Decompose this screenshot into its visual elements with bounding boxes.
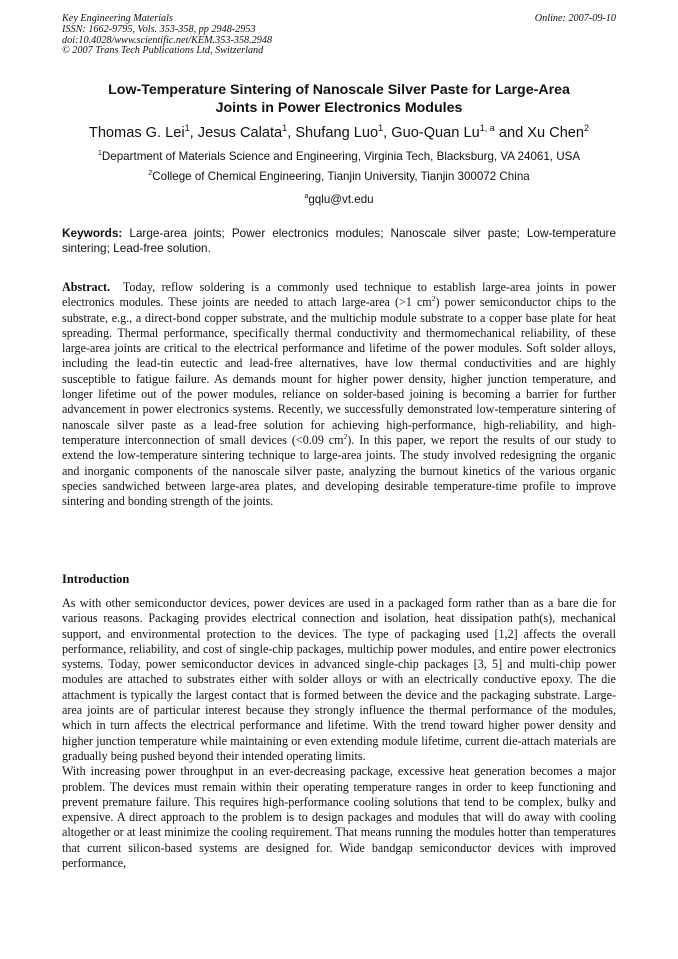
abstract-label: Abstract.: [62, 280, 111, 294]
affiliation-text: College of Chemical Engineering, Tianjin University, Tianjin 300072 China: [152, 170, 530, 183]
author-name: Xu Chen: [527, 125, 585, 141]
author-list: Thomas G. Lei$^1$, Jesus Calata$^1$, Shufang Luo$^1$, Guo-Quan Lu$^{1, a}$ and Xu Chen$^2$: [88, 123, 590, 141]
superscript: 2: [431, 294, 436, 304]
author-name: Jesus Calata: [197, 125, 283, 141]
affiliation-1: [62, 150, 616, 164]
author-affiliation-mark: 1: [378, 123, 384, 134]
doi-line: doi:10.4028/www.scientific.net/KEM.353-358.2948: [62, 34, 273, 46]
abstract-text: ). In this paper, we report the results of our study to extend the low-temperature sintering technique to large-area joints. The study involved redesigning the organic and inorganic components of the nanoscale silver paste, analyzing the burnout kinetics of the various organic species sandwiched between large-area plates, and developing desirable temperature-time profile to improve sintering and bonding strength of the joints.: [62, 432, 617, 509]
abstract-paragraph: [62, 280, 616, 509]
author-name: Guo-Quan Lu: [391, 125, 480, 141]
author-affiliation-mark: 1: [282, 123, 288, 134]
author-affiliation-mark: 1, a: [479, 123, 495, 134]
author-name: Shufang Luo: [295, 125, 379, 141]
affiliation-mark: a: [304, 191, 309, 201]
title-line-1: Low-Temperature Sintering of Nanoscale Silver Paste for Large-Area: [108, 82, 570, 98]
paper-title: [62, 81, 616, 117]
abstract-text: Today, reflow soldering is a commonly used technique to establish large-area joints in power electronics modules. These joints are needed to attach large-area (>1 cm: [62, 280, 617, 310]
introduction-paragraph: As with other semiconductor devices, power devices are used in a packaged form rather than as a bare die for various reasons. Packaging provides electrical connection and isolation, heat dissipation path(s), mechanical support, and environmental protection to the devices. The type of packaging used [1,2] affects the overall performance, reliability, and cost of single-chip packages, multichip power modules, and entire power electronics systems. Today, power semiconductor devices in advanced single-chip packages [3, 5] and multi-chip power modules are attached to substrates either with solder alloys or with an electrically conductive epoxy. The die attachment is typically the largest contact that is formed between the device and the packaging substrate. Large-area joints are of particular interest because they strongly influence the thermal performance of the modules, which in turn affects the electrical performance and lifetime. With the trend toward higher power density and higher junction temperature while maintaining or even extending module lifetime, current die-attach materials are gradually being pushed beyond their intended operating limits.: [62, 596, 616, 763]
keywords-label: Keywords:: [62, 226, 123, 240]
author-affiliation-mark: 1: [184, 123, 190, 134]
introduction-paragraph: With increasing power throughput in an ever-decreasing package, excessive heat generation becomes a major problem. The devices must remain within their operating temperature ranges in order to keep functioning and prevent premature failure. This requires high-performance cooling solutions that tend to be complex, bulky and expensive. A direct approach to the problem is to design packages and modules that will do away with cooling altogether or at least minimize the cooling requirement. That means running the modules hotter than temperatures that current silicon-based systems are designed for. Wide bandgap semiconductor devices with improved performance,: [62, 764, 616, 871]
author-affiliation-mark: 2: [584, 123, 590, 134]
online-date: Online: 2007-09-10: [534, 13, 616, 24]
journal-header: [62, 14, 616, 57]
affiliation-mark: 1: [97, 148, 102, 158]
copyright-line: © 2007 Trans Tech Publications Ltd, Switzerland: [62, 45, 264, 57]
keywords-text: Large-area joints; Power electronics modules; Nanoscale silver paste; Low-temperature sintering; Lead-free solution.: [62, 226, 616, 256]
introduction-body: [62, 596, 616, 871]
affiliation-text: Department of Materials Science and Engineering, Virginia Tech, Blacksburg, VA 24061, USA: [101, 150, 581, 163]
affiliation-2: [62, 170, 616, 184]
affiliation-mark: 2: [148, 168, 153, 178]
abstract-text: ) power semiconductor chips to the substrate, e.g., a direct-bond copper substrate, and the multichip module substrate to a copper base plate for heat spreading. Thermal performance, specifically thermal conductivity and thermomechanical reliability, of these large-area joints are critical to the electrical performance and lifetime of the power modules. Soft solder alloys, including the lead-tin eutectic and lead-free alternatives, have low thermal conductivities and are highly susceptible to fatigue failure. As demands mount for higher power density, higher junction temperature, and longer lifetime out of the power modules, reliance on solder-based joining is becoming a barrier for further advancement in power electronics systems. Recently, we successfully demonstrated low-temperature sintering of nanoscale silver paste as a lead-free solution for achieving high-performance, high-reliability, and high-temperature interconnection of small devices (<0.09 cm: [62, 295, 616, 447]
issn-line: ISSN: 1662-9795, Vols. 353-358, pp 2948-2953: [62, 23, 256, 35]
corresponding-email: [62, 193, 616, 207]
superscript: 2: [343, 431, 348, 441]
introduction-heading: Introduction: [62, 572, 130, 586]
keywords-block: [62, 226, 616, 257]
title-line-2: Joints in Power Electronics Modules: [215, 100, 463, 116]
email-text: gqlu@vt.edu: [308, 193, 374, 206]
author-name: Thomas G. Lei: [88, 125, 185, 141]
journal-name: Key Engineering Materials: [62, 13, 173, 24]
